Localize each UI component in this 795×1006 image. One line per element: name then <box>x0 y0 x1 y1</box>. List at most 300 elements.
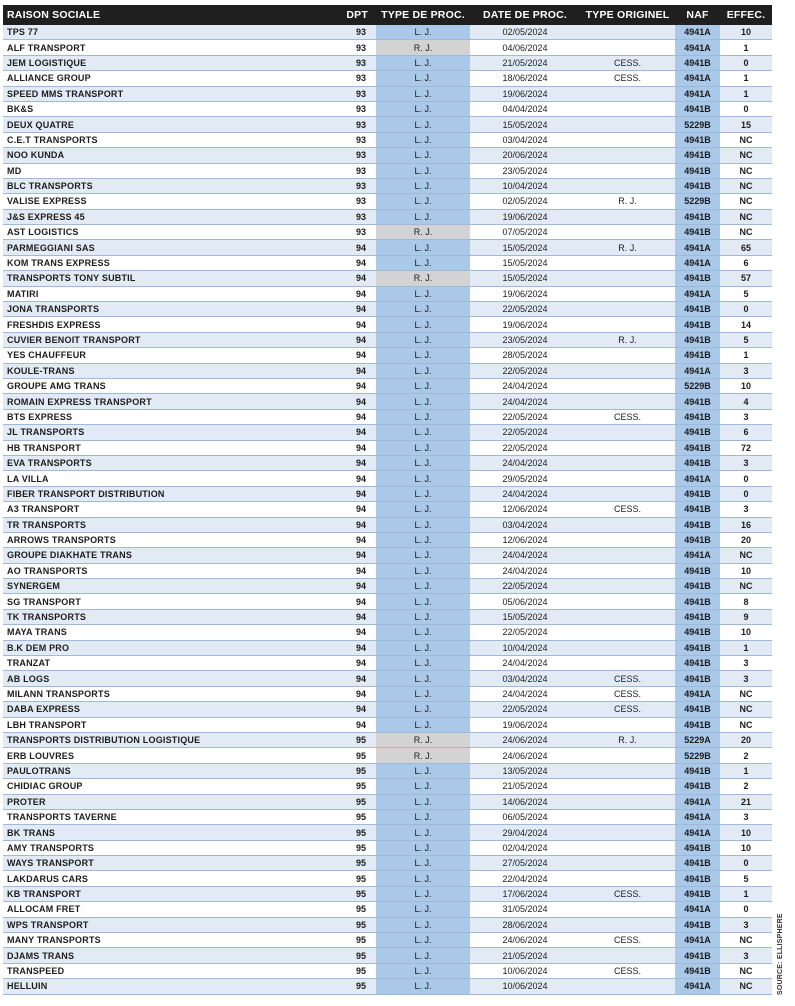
header-type-de-proc: TYPE DE PROC. <box>376 5 470 25</box>
table-row <box>3 40 772 55</box>
dpt-cell: 94 <box>338 332 376 347</box>
naf-code-cell: 5229B <box>675 117 720 132</box>
original-type-cell: CESS. <box>580 71 675 86</box>
headcount-cell: NC <box>720 163 772 178</box>
table-row <box>3 625 772 640</box>
original-type-cell <box>580 363 675 378</box>
naf-code-cell: 4941B <box>675 517 720 532</box>
dpt-cell: 94 <box>338 594 376 609</box>
procedure-type-cell: L. J. <box>376 840 470 855</box>
headcount-cell: 3 <box>720 455 772 470</box>
dpt-cell: 94 <box>338 640 376 655</box>
headcount-cell: 0 <box>720 856 772 871</box>
dpt-cell: 93 <box>338 55 376 70</box>
naf-code-cell: 4941B <box>675 763 720 778</box>
procedure-type-cell: L. J. <box>376 656 470 671</box>
procedure-date-cell: 24/04/2024 <box>470 656 580 671</box>
procedure-date-cell: 06/05/2024 <box>470 809 580 824</box>
naf-code-cell: 4941A <box>675 286 720 301</box>
original-type-cell <box>580 902 675 917</box>
company-name-cell: JEM LOGISTIQUE <box>3 55 338 70</box>
procedure-type-cell: L. J. <box>376 963 470 978</box>
company-name-cell: GROUPE DIAKHATE TRANS <box>3 548 338 563</box>
original-type-cell: CESS. <box>580 671 675 686</box>
naf-code-cell: 4941A <box>675 794 720 809</box>
table-row <box>3 163 772 178</box>
company-name-cell: TPS 77 <box>3 25 338 40</box>
company-name-cell: PARMEGGIANI SAS <box>3 240 338 255</box>
headcount-cell: 10 <box>720 378 772 393</box>
original-type-cell <box>580 455 675 470</box>
naf-code-cell: 4941B <box>675 948 720 963</box>
procedure-type-cell: R. J. <box>376 271 470 286</box>
header-dpt: DPT <box>338 5 376 25</box>
original-type-cell <box>580 132 675 147</box>
procedure-type-cell: L. J. <box>376 502 470 517</box>
original-type-cell <box>580 532 675 547</box>
headcount-cell: NC <box>720 178 772 193</box>
procedure-type-cell: L. J. <box>376 640 470 655</box>
table-row <box>3 732 772 747</box>
procedures-table <box>3 5 772 995</box>
company-name-cell: ALF TRANSPORT <box>3 40 338 55</box>
original-type-cell <box>580 625 675 640</box>
procedure-date-cell: 24/06/2024 <box>470 732 580 747</box>
procedure-date-cell: 03/04/2024 <box>470 671 580 686</box>
naf-code-cell: 4941A <box>675 686 720 701</box>
procedure-type-cell: L. J. <box>376 779 470 794</box>
original-type-cell <box>580 271 675 286</box>
table-row <box>3 886 772 901</box>
naf-code-cell: 4941A <box>675 40 720 55</box>
table-row <box>3 240 772 255</box>
headcount-cell: 9 <box>720 609 772 624</box>
original-type-cell <box>580 948 675 963</box>
dpt-cell: 95 <box>338 902 376 917</box>
original-type-cell <box>580 163 675 178</box>
procedure-date-cell: 10/04/2024 <box>470 640 580 655</box>
dpt-cell: 94 <box>338 286 376 301</box>
table-row <box>3 302 772 317</box>
original-type-cell <box>580 317 675 332</box>
table-row <box>3 486 772 501</box>
table-row <box>3 25 772 40</box>
dpt-cell: 95 <box>338 871 376 886</box>
procedure-date-cell: 04/04/2024 <box>470 101 580 116</box>
naf-code-cell: 4941B <box>675 163 720 178</box>
company-name-cell: GROUPE AMG TRANS <box>3 378 338 393</box>
procedure-date-cell: 21/05/2024 <box>470 779 580 794</box>
headcount-cell: 5 <box>720 332 772 347</box>
original-type-cell: R. J. <box>580 732 675 747</box>
procedure-type-cell: L. J. <box>376 286 470 301</box>
naf-code-cell: 4941B <box>675 209 720 224</box>
procedure-date-cell: 28/06/2024 <box>470 917 580 932</box>
naf-code-cell: 4941A <box>675 25 720 40</box>
naf-code-cell: 4941B <box>675 55 720 70</box>
dpt-cell: 95 <box>338 856 376 871</box>
company-name-cell: C.E.T TRANSPORTS <box>3 132 338 147</box>
original-type-cell <box>580 548 675 563</box>
naf-code-cell: 4941B <box>675 579 720 594</box>
procedure-type-cell: L. J. <box>376 809 470 824</box>
company-name-cell: KOULE-TRANS <box>3 363 338 378</box>
company-name-cell: ROMAIN EXPRESS TRANSPORT <box>3 394 338 409</box>
table-row <box>3 532 772 547</box>
headcount-cell: 1 <box>720 763 772 778</box>
headcount-cell: 15 <box>720 117 772 132</box>
company-name-cell: AB LOGS <box>3 671 338 686</box>
procedure-type-cell: R. J. <box>376 748 470 763</box>
original-type-cell <box>580 871 675 886</box>
procedure-type-cell: L. J. <box>376 132 470 147</box>
table-row <box>3 178 772 193</box>
procedure-type-cell: L. J. <box>376 363 470 378</box>
procedure-date-cell: 04/06/2024 <box>470 40 580 55</box>
procedure-date-cell: 22/04/2024 <box>470 871 580 886</box>
procedure-date-cell: 23/05/2024 <box>470 163 580 178</box>
company-name-cell: ALLOCAM FRET <box>3 902 338 917</box>
original-type-cell <box>580 209 675 224</box>
naf-code-cell: 4941B <box>675 563 720 578</box>
procedure-type-cell: L. J. <box>376 686 470 701</box>
headcount-cell: 1 <box>720 86 772 101</box>
naf-code-cell: 4941A <box>675 809 720 824</box>
original-type-cell <box>580 794 675 809</box>
table-row <box>3 902 772 917</box>
naf-code-cell: 4941B <box>675 302 720 317</box>
table-row <box>3 148 772 163</box>
table-row <box>3 948 772 963</box>
dpt-cell: 95 <box>338 732 376 747</box>
company-name-cell: WAYS TRANSPORT <box>3 856 338 871</box>
procedure-date-cell: 21/05/2024 <box>470 55 580 70</box>
procedure-type-cell: L. J. <box>376 101 470 116</box>
headcount-cell: 3 <box>720 656 772 671</box>
company-name-cell: CUVIER BENOIT TRANSPORT <box>3 332 338 347</box>
headcount-cell: 10 <box>720 563 772 578</box>
dpt-cell: 95 <box>338 979 376 994</box>
procedure-type-cell: L. J. <box>376 194 470 209</box>
original-type-cell <box>580 656 675 671</box>
dpt-cell: 94 <box>338 240 376 255</box>
headcount-cell: NC <box>720 132 772 147</box>
headcount-cell: 0 <box>720 486 772 501</box>
naf-code-cell: 4941B <box>675 717 720 732</box>
table-row <box>3 440 772 455</box>
original-type-cell: CESS. <box>580 409 675 424</box>
company-name-cell: AST LOGISTICS <box>3 225 338 240</box>
company-name-cell: PROTER <box>3 794 338 809</box>
original-type-cell <box>580 86 675 101</box>
procedure-type-cell: L. J. <box>376 671 470 686</box>
company-name-cell: SPEED MMS TRANSPORT <box>3 86 338 101</box>
original-type-cell <box>580 517 675 532</box>
naf-code-cell: 4941B <box>675 779 720 794</box>
company-name-cell: JL TRANSPORTS <box>3 425 338 440</box>
headcount-cell: 8 <box>720 594 772 609</box>
table-row <box>3 686 772 701</box>
procedure-type-cell: L. J. <box>376 255 470 270</box>
naf-code-cell: 4941B <box>675 271 720 286</box>
procedure-type-cell: L. J. <box>376 948 470 963</box>
source-credit <box>776 915 788 995</box>
procedure-type-cell: L. J. <box>376 394 470 409</box>
dpt-cell: 94 <box>338 702 376 717</box>
table-row <box>3 225 772 240</box>
original-type-cell <box>580 609 675 624</box>
headcount-cell: 6 <box>720 255 772 270</box>
procedure-type-cell: R. J. <box>376 225 470 240</box>
company-name-cell: CHIDIAC GROUP <box>3 779 338 794</box>
procedure-type-cell: L. J. <box>376 409 470 424</box>
original-type-cell: CESS. <box>580 963 675 978</box>
procedure-type-cell: L. J. <box>376 532 470 547</box>
company-name-cell: KB TRANSPORT <box>3 886 338 901</box>
procedure-date-cell: 05/06/2024 <box>470 594 580 609</box>
company-name-cell: ARROWS TRANSPORTS <box>3 532 338 547</box>
header-naf: NAF <box>675 5 720 25</box>
procedure-type-cell: L. J. <box>376 609 470 624</box>
company-name-cell: FIBER TRANSPORT DISTRIBUTION <box>3 486 338 501</box>
headcount-cell: NC <box>720 702 772 717</box>
procedure-type-cell: L. J. <box>376 548 470 563</box>
naf-code-cell: 4941B <box>675 886 720 901</box>
procedure-date-cell: 15/05/2024 <box>470 609 580 624</box>
table-row <box>3 840 772 855</box>
original-type-cell <box>580 856 675 871</box>
company-name-cell: WPS TRANSPORT <box>3 917 338 932</box>
dpt-cell: 95 <box>338 763 376 778</box>
headcount-cell: 2 <box>720 748 772 763</box>
procedure-date-cell: 19/06/2024 <box>470 717 580 732</box>
table-row <box>3 809 772 824</box>
dpt-cell: 94 <box>338 532 376 547</box>
procedure-date-cell: 24/04/2024 <box>470 686 580 701</box>
procedure-type-cell: L. J. <box>376 71 470 86</box>
headcount-cell: NC <box>720 933 772 948</box>
company-name-cell: TRANSPORTS TONY SUBTIL <box>3 271 338 286</box>
naf-code-cell: 5229B <box>675 378 720 393</box>
company-name-cell: A3 TRANSPORT <box>3 502 338 517</box>
naf-code-cell: 4941B <box>675 486 720 501</box>
naf-code-cell: 4941B <box>675 394 720 409</box>
procedures-table-container <box>3 5 772 995</box>
naf-code-cell: 4941B <box>675 963 720 978</box>
headcount-cell: NC <box>720 579 772 594</box>
dpt-cell: 95 <box>338 963 376 978</box>
procedure-type-cell: R. J. <box>376 40 470 55</box>
procedure-type-cell: L. J. <box>376 517 470 532</box>
original-type-cell <box>580 286 675 301</box>
table-row <box>3 917 772 932</box>
company-name-cell: YES CHAUFFEUR <box>3 348 338 363</box>
naf-code-cell: 4941B <box>675 609 720 624</box>
dpt-cell: 95 <box>338 779 376 794</box>
procedure-date-cell: 15/05/2024 <box>470 240 580 255</box>
procedure-date-cell: 27/05/2024 <box>470 856 580 871</box>
company-name-cell: MD <box>3 163 338 178</box>
naf-code-cell: 5229A <box>675 732 720 747</box>
table-row <box>3 455 772 470</box>
dpt-cell: 94 <box>338 717 376 732</box>
dpt-cell: 94 <box>338 625 376 640</box>
headcount-cell: 65 <box>720 240 772 255</box>
headcount-cell: NC <box>720 225 772 240</box>
headcount-cell: 3 <box>720 502 772 517</box>
procedure-type-cell: L. J. <box>376 25 470 40</box>
original-type-cell: R. J. <box>580 332 675 347</box>
naf-code-cell: 4941A <box>675 902 720 917</box>
table-row <box>3 825 772 840</box>
company-name-cell: EVA TRANSPORTS <box>3 455 338 470</box>
company-name-cell: TRANSPORTS TAVERNE <box>3 809 338 824</box>
procedure-date-cell: 29/05/2024 <box>470 471 580 486</box>
table-row <box>3 348 772 363</box>
original-type-cell <box>580 101 675 116</box>
table-row <box>3 856 772 871</box>
dpt-cell: 95 <box>338 748 376 763</box>
naf-code-cell: 4941B <box>675 178 720 193</box>
original-type-cell <box>580 117 675 132</box>
headcount-cell: 10 <box>720 25 772 40</box>
company-name-cell: HELLUIN <box>3 979 338 994</box>
original-type-cell <box>580 979 675 994</box>
procedure-type-cell: L. J. <box>376 625 470 640</box>
original-type-cell <box>580 640 675 655</box>
naf-code-cell: 5229B <box>675 748 720 763</box>
original-type-cell <box>580 779 675 794</box>
company-name-cell: TR TRANSPORTS <box>3 517 338 532</box>
original-type-cell <box>580 225 675 240</box>
company-name-cell: JONA TRANSPORTS <box>3 302 338 317</box>
headcount-cell: 1 <box>720 640 772 655</box>
naf-code-cell: 4941A <box>675 255 720 270</box>
dpt-cell: 93 <box>338 117 376 132</box>
original-type-cell <box>580 763 675 778</box>
procedure-type-cell: L. J. <box>376 856 470 871</box>
naf-code-cell: 4941A <box>675 825 720 840</box>
original-type-cell <box>580 178 675 193</box>
dpt-cell: 93 <box>338 163 376 178</box>
dpt-cell: 93 <box>338 194 376 209</box>
table-row <box>3 933 772 948</box>
naf-code-cell: 4941A <box>675 71 720 86</box>
table-row <box>3 702 772 717</box>
procedure-date-cell: 19/06/2024 <box>470 209 580 224</box>
company-name-cell: LA VILLA <box>3 471 338 486</box>
procedure-date-cell: 22/05/2024 <box>470 702 580 717</box>
table-row <box>3 271 772 286</box>
naf-code-cell: 4941B <box>675 348 720 363</box>
procedure-type-cell: L. J. <box>376 440 470 455</box>
procedure-date-cell: 15/05/2024 <box>470 255 580 270</box>
naf-code-cell: 4941B <box>675 148 720 163</box>
procedure-date-cell: 03/04/2024 <box>470 517 580 532</box>
table-row <box>3 55 772 70</box>
dpt-cell: 94 <box>338 517 376 532</box>
procedure-date-cell: 07/05/2024 <box>470 225 580 240</box>
procedure-type-cell: L. J. <box>376 594 470 609</box>
headcount-cell: 0 <box>720 471 772 486</box>
procedure-date-cell: 13/05/2024 <box>470 763 580 778</box>
dpt-cell: 94 <box>338 656 376 671</box>
dpt-cell: 94 <box>338 255 376 270</box>
procedure-date-cell: 12/06/2024 <box>470 532 580 547</box>
headcount-cell: 0 <box>720 902 772 917</box>
original-type-cell <box>580 809 675 824</box>
company-name-cell: SYNERGEM <box>3 579 338 594</box>
procedure-type-cell: L. J. <box>376 917 470 932</box>
headcount-cell: 3 <box>720 917 772 932</box>
procedure-type-cell: L. J. <box>376 563 470 578</box>
original-type-cell <box>580 594 675 609</box>
dpt-cell: 95 <box>338 886 376 901</box>
original-type-cell <box>580 348 675 363</box>
procedure-type-cell: L. J. <box>376 209 470 224</box>
company-name-cell: FRESHDIS EXPRESS <box>3 317 338 332</box>
table-row <box>3 209 772 224</box>
headcount-cell: 3 <box>720 671 772 686</box>
naf-code-cell: 4941B <box>675 656 720 671</box>
procedure-type-cell: L. J. <box>376 317 470 332</box>
procedure-type-cell: L. J. <box>376 240 470 255</box>
company-name-cell: BK&S <box>3 101 338 116</box>
dpt-cell: 93 <box>338 25 376 40</box>
original-type-cell <box>580 440 675 455</box>
procedure-type-cell: L. J. <box>376 425 470 440</box>
procedure-type-cell: L. J. <box>376 933 470 948</box>
original-type-cell: CESS. <box>580 702 675 717</box>
table-row <box>3 548 772 563</box>
headcount-cell: 16 <box>720 517 772 532</box>
procedure-date-cell: 22/05/2024 <box>470 302 580 317</box>
dpt-cell: 95 <box>338 948 376 963</box>
headcount-cell: 2 <box>720 779 772 794</box>
procedure-date-cell: 19/06/2024 <box>470 86 580 101</box>
procedure-date-cell: 22/05/2024 <box>470 625 580 640</box>
table-row <box>3 656 772 671</box>
headcount-cell: 72 <box>720 440 772 455</box>
procedure-type-cell: L. J. <box>376 794 470 809</box>
headcount-cell: NC <box>720 979 772 994</box>
dpt-cell: 93 <box>338 86 376 101</box>
procedure-type-cell: L. J. <box>376 486 470 501</box>
company-name-cell: DABA EXPRESS <box>3 702 338 717</box>
procedure-date-cell: 02/04/2024 <box>470 840 580 855</box>
original-type-cell <box>580 148 675 163</box>
headcount-cell: 0 <box>720 55 772 70</box>
procedure-type-cell: L. J. <box>376 702 470 717</box>
original-type-cell <box>580 486 675 501</box>
company-name-cell: MILANN TRANSPORTS <box>3 686 338 701</box>
table-row <box>3 471 772 486</box>
procedure-date-cell: 10/04/2024 <box>470 178 580 193</box>
original-type-cell <box>580 378 675 393</box>
company-name-cell: DJAMS TRANS <box>3 948 338 963</box>
dpt-cell: 93 <box>338 178 376 193</box>
dpt-cell: 95 <box>338 840 376 855</box>
naf-code-cell: 4941B <box>675 225 720 240</box>
procedure-type-cell: L. J. <box>376 455 470 470</box>
company-name-cell: BTS EXPRESS <box>3 409 338 424</box>
headcount-cell: NC <box>720 148 772 163</box>
naf-code-cell: 4941B <box>675 856 720 871</box>
company-name-cell: LAKDARUS CARS <box>3 871 338 886</box>
dpt-cell: 93 <box>338 132 376 147</box>
naf-code-cell: 4941A <box>675 363 720 378</box>
dpt-cell: 94 <box>338 409 376 424</box>
